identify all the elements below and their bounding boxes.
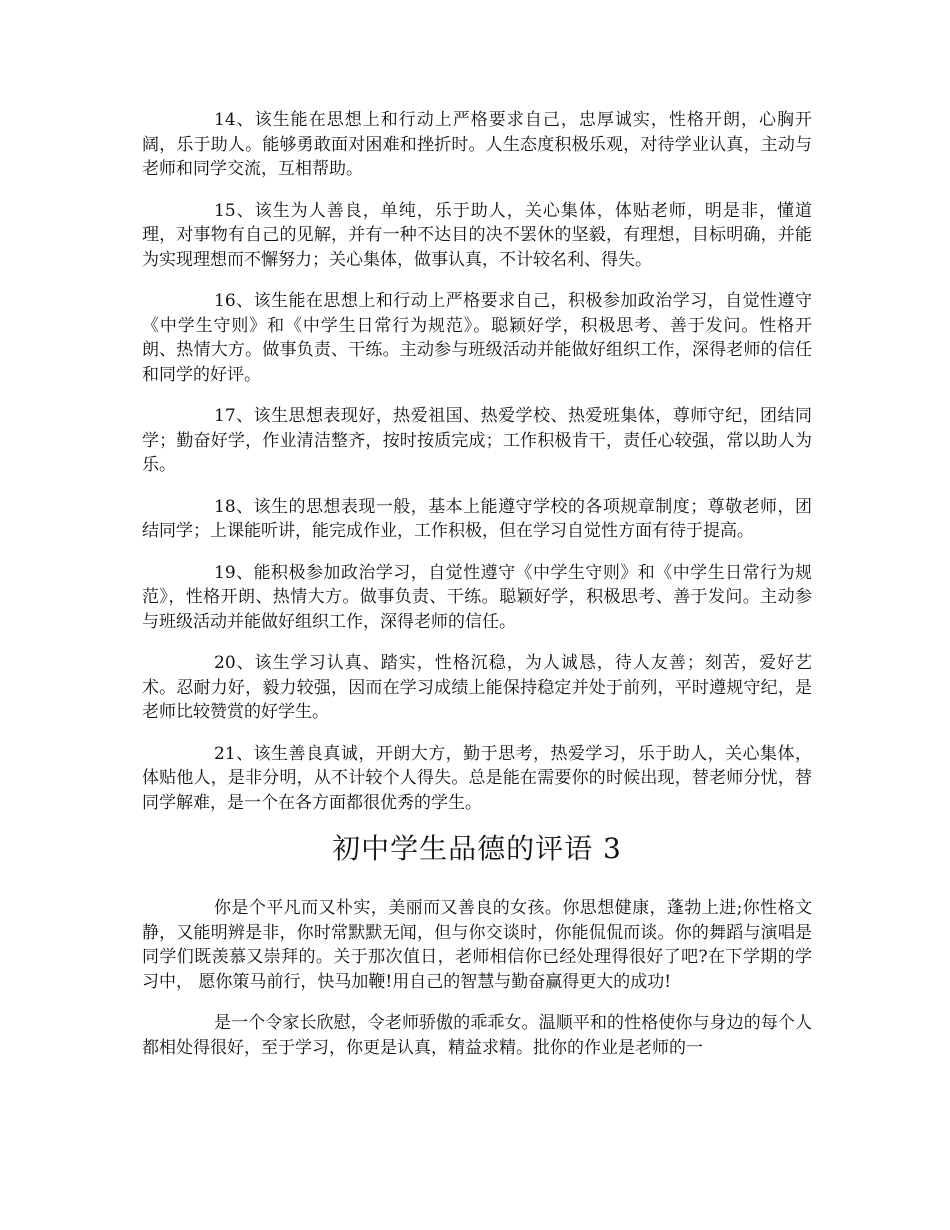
- comment-paragraph-19: 19、能积极参加政治学习，自觉性遵守《中学生守则》和《中学生日常行为规范》，性格开朗、热情大方。做事负责、干练。聪颖好学，积极思考、善于发问。主动参与班级活动并能做好组织工作，深得老师的信任。: [142, 562, 812, 632]
- comment-paragraph-20: 20、该生学习认真、踏实，性格沉稳，为人诚恳，待人友善；刻苦，爱好艺术。忍耐力好，毅力较强，因而在学习成绩上能保持稳定并处于前列，平时遵规守纪，是老师比较赞赏的好学生。: [142, 653, 812, 722]
- comment-paragraph-14: 14、该生能在思想上和行动上严格要求自己，忠厚诚实，性格开朗，心胸开阔，乐于助人。能够勇敢面对困难和挫折时。人生态度积极乐观，对待学业认真，主动与老师和同学交流，互相帮助。: [142, 110, 812, 179]
- section-title: 初中学生品德的评语 3: [332, 832, 622, 865]
- comment-paragraph: 你是个平凡而又朴实，美丽而又善良的女孩。你思想健康，蓬勃上进;你性格文静，又能明辨是非，你时常默默无闻，但与你交谈时，你能侃侃而谈。你的舞蹈与演唱是同学们既羡慕又崇拜的。关于那次值日，老师相信你已经处理得很好了吧?在下学期的学习中， 愿你策马前行，快马加鞭!用自己的智慧与勤奋赢得更大的成功!: [142, 898, 812, 992]
- document-page: [142, 108, 812, 1077]
- comment-paragraph-17: 17、该生思想表现好，热爱祖国、热爱学校、热爱班集体，尊师守纪，团结同学；勤奋好学，作业清洁整齐，按时按质完成；工作积极肯干，责任心较强，常以助人为乐。: [142, 406, 812, 475]
- comment-paragraph-21: 21、该生善良真诚，开朗大方，勤于思考，热爱学习，乐于助人，关心集体，体贴他人，是非分明，从不计较个人得失。总是能在需要你的时候出现，替老师分忧，替同学解难，是一个在各方面都很优秀的学生。: [142, 743, 812, 813]
- comment-paragraph-16: 16、该生能在思想上和行动上严格要求自己，积极参加政治学习，自觉性遵守《中学生守则》和《中学生日常行为规范》。聪颖好学，积极思考、善于发问。性格开朗、热情大方。做事负责、干练。主动参与班级活动并能做好组织工作，深得老师的信任和同学的好评。: [142, 291, 812, 385]
- comment-paragraph: 是一个令家长欣慰，令老师骄傲的乖乖女。温顺平和的性格使你与身边的每个人都相处得很好，至于学习，你更是认真，精益求精。批你的作业是老师的一: [142, 1013, 812, 1058]
- comment-paragraph-15: 15、该生为人善良，单纯，乐于助人，关心集体，体贴老师，明是非，懂道理，对事物有自己的见解，并有一种不达目的决不罢休的坚毅，有理想，目标明确，并能为实现理想而不懈努力；关心集体，做事认真，不计较名利、得失。: [142, 200, 812, 270]
- comment-paragraph-18: 18、该生的思想表现一般，基本上能遵守学校的各项规章制度；尊敬老师，团结同学；上课能听讲，能完成作业，工作积极，但在学习自觉性方面有待于提高。: [142, 496, 812, 541]
